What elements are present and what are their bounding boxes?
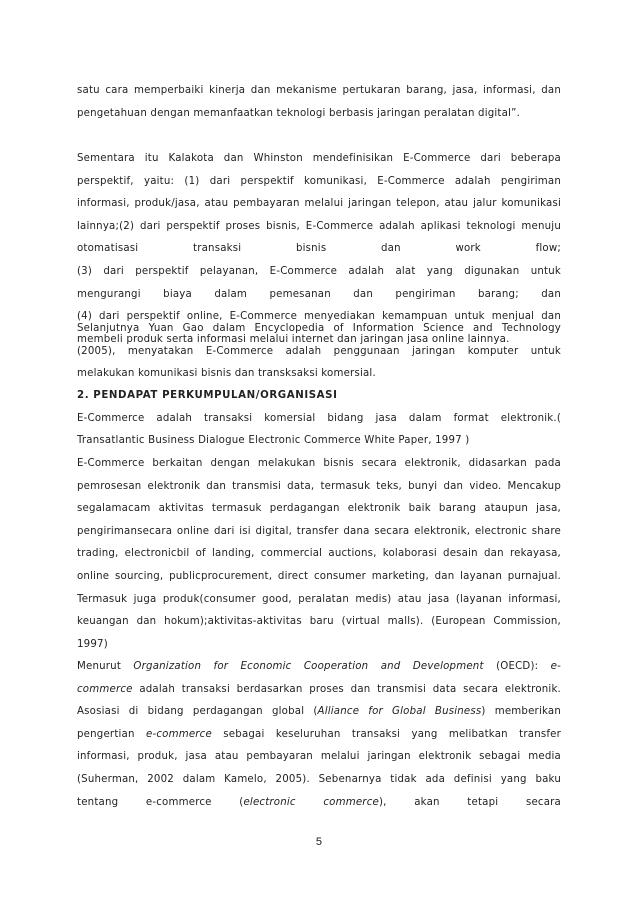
text-run: Asosiasi di bidang perdagangan global ( [77, 706, 318, 718]
text-line: melakukan komunikasi bisnis dan transksaksi komersial. [77, 368, 376, 380]
text-line: pemrosesan elektronik dan transmisi data, termasuk teks, bunyi dan video. Mencakup [77, 480, 561, 492]
text-line: Selanjutnya Yuan Gao dalam Encyclopedia of Information Science and Technology [77, 323, 561, 334]
text-run: adalah transaksi berdasarkan proses dan transmisi data secara elektronik. [132, 683, 561, 695]
italic-term: e- [550, 661, 562, 672]
paragraph [77, 385, 561, 453]
text-line [77, 679, 561, 702]
paragraph [77, 80, 561, 125]
text-line: (4) dari perspektif online, E-Commerce menyediakan kemampuan untuk menjual dan [77, 311, 561, 323]
text-line: Termasuk juga produk(consumer good, peralatan medis) atau jasa (layanan informasi, [77, 593, 561, 605]
text-line [77, 746, 561, 769]
paragraph [77, 656, 561, 814]
text-line [77, 724, 561, 747]
paragraph [77, 318, 561, 386]
text-line: (3) dari perspektif pelayanan, E-Commerce adalah alat yang digunakan untuk [77, 265, 561, 277]
text-line: satu cara memperbaiki kinerja dan mekanisme pertukaran barang, jasa, informasi, dan [77, 85, 561, 96]
text-run: ), akan tetapi secara [378, 796, 561, 808]
text-run: ) memberikan [481, 706, 562, 718]
italic-term: Organization for Economic Cooperation and Development [133, 661, 484, 672]
text-line [77, 656, 561, 679]
text-run: (OECD): [483, 661, 551, 672]
text-line: trading, electronicbil of landing, commercial auctions, kolaborasi desain dan rekayasa, [77, 548, 561, 560]
page-number: 5 [315, 836, 323, 848]
italic-term: electronic commerce [243, 796, 379, 808]
text-line: Transatlantic Business Dialogue Electronic Commerce White Paper, 1997 ) [77, 435, 470, 447]
text-run: Menurut [77, 661, 134, 672]
text-line [77, 769, 561, 792]
text-run: pengertian [77, 728, 146, 740]
text-line: Sementara itu Kalakota dan Whinston mendefinisikan E-Commerce dari beberapa [77, 153, 561, 164]
italic-term: Alliance for Global Business [317, 706, 482, 718]
text-line: otomatisasi transaksi bisnis dan work flow; [77, 243, 561, 255]
text-line: online sourcing, publicprocurement, direct consumer marketing, dan layanan purnajual. [77, 570, 561, 582]
text-line: E-Commerce adalah transaksi komersial bidang jasa dalam format elektronik.( [77, 412, 561, 424]
text-line: informasi, produk/jasa, atau pembayaran melalui jaringan telepon, atau jalur komunikasi [77, 198, 561, 210]
text-run: informasi, produk, jasa atau pembayaran melalui jaringan elektronik sebagai media [77, 751, 561, 763]
text-line: pengirimansecara online dari isi digital, transfer dana secara elektronik, electronic share [77, 525, 561, 537]
text-line [77, 701, 561, 724]
text-run: (Suherman, 2002 dalam Kamelo, 2005). Sebenarnya tidak ada definisi yang baku [77, 773, 561, 785]
text-line: keuangan dan hokum);aktivitas-aktivitas baru (virtual malls). (European Commission, [77, 616, 561, 628]
text-line: segalamacam aktivitas termasuk perdagangan elektronik baik barang ataupun jasa, [77, 503, 561, 515]
text-line: mengurangi biaya dalam pemesanan dan pengiriman barang; dan [77, 288, 561, 300]
text-line: (2005), menyatakan E-Commerce adalah penggunaan jaringan komputer untuk [77, 345, 561, 357]
text-line: 1997) [77, 638, 108, 650]
section-heading: 2. PENDAPAT PERKUMPULAN/ORGANISASI [77, 390, 338, 401]
paragraph [77, 453, 561, 656]
italic-term: commerce [77, 683, 133, 695]
text-line: E-Commerce berkaitan dengan melakukan bisnis secara elektronik, didasarkan pada [77, 458, 561, 469]
text-run: sebagai keseluruhan transaksi yang melibatkan transfer [211, 728, 562, 740]
text-run: tentang e-commerce ( [77, 796, 244, 808]
text-line: membeli produk serta informasi melalui internet dan jaringan jasa online lainnya. [77, 333, 510, 345]
italic-term: e-commerce [146, 728, 212, 740]
text-line: perspektif, yaitu: (1) dari perspektif komunikasi, E-Commerce adalah pengiriman [77, 175, 561, 187]
text-line [77, 792, 561, 815]
text-line: lainnya;(2) dari perspektif proses bisnis, E-Commerce adalah aplikasi teknologi menuju [77, 220, 561, 232]
text-line: pengetahuan dengan memanfaatkan teknologi berbasis jaringan peralatan digital”. [77, 107, 521, 119]
